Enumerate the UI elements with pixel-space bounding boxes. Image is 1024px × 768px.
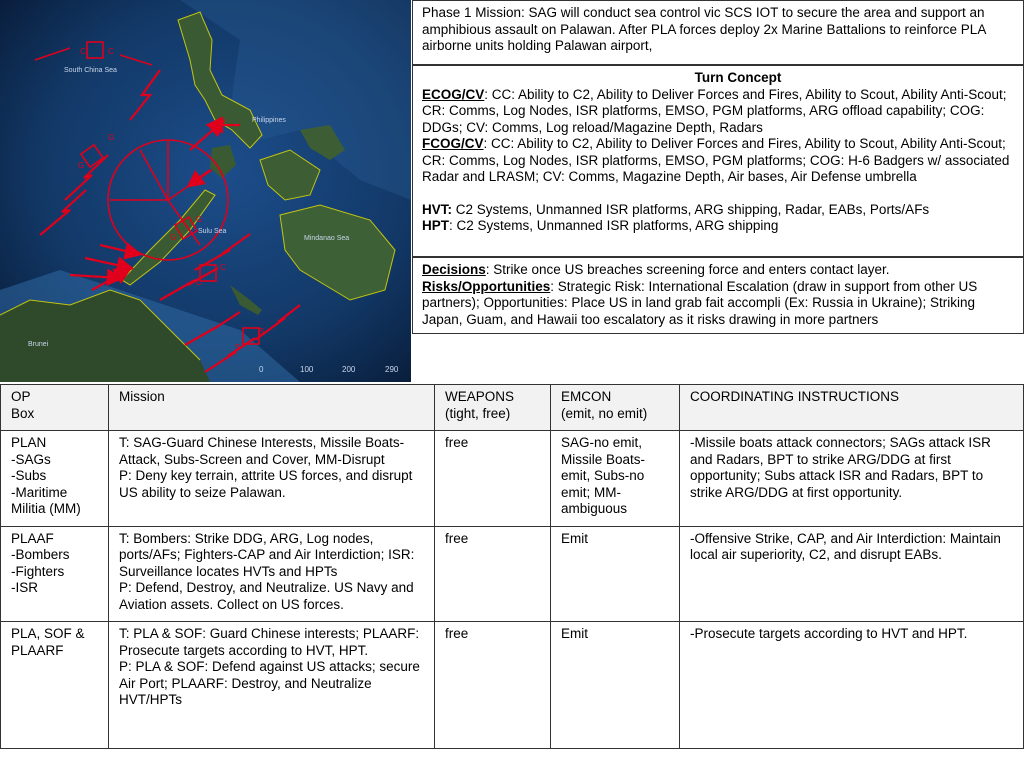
risks-label: Risks/Opportunities [422, 278, 551, 294]
table-header-row [1, 385, 1024, 431]
svg-text:C: C [196, 278, 202, 287]
ecog-text: : CC: Ability to C2, Ability to Deliver Forces and Fires, Ability to Scout, Ability Anti-Scout; CR: Comms, Log Nodes, ISR platforms, EMSO, PGM platforms, ARG offload capability; COG: DDGs; CV: Comms, Log reload/Magazine Depth, Radars [422, 86, 1007, 135]
decisions-label: Decisions [422, 262, 486, 277]
map-graphic [0, 0, 411, 382]
phase-mission-text: Phase 1 Mission: SAG will conduct sea control vic SCS IOT to secure the area and support an amphibious assault on Palawan. After PLA forces deploy 2x Marine Battalions to reinforce PLA airborne units holding Palawan airport, [422, 5, 986, 53]
svg-text:100: 100 [300, 365, 314, 374]
hpt-paragraph [422, 218, 1014, 235]
svg-text:C: C [220, 263, 226, 272]
svg-text:G: G [108, 133, 115, 142]
header-weapons: WEAPONS (tight, free) [435, 385, 551, 431]
svg-text:S: S [259, 327, 265, 336]
decisions-text: : Strike once US breaches screening force and enters contact layer. [485, 262, 890, 277]
hpt-label: HPT [422, 218, 449, 233]
mission-cell: T: SAG-Guard Chinese Interests, Missile Boats- Attack, Subs-Screen and Cover, MM-Disrupt P: Deny key terrain, attrite US forces, and disrupt US ability to seize Palawan. [109, 431, 435, 527]
svg-text:C: C [80, 47, 86, 56]
weapons-cell: free [435, 622, 551, 749]
decisions-paragraph [422, 262, 1014, 279]
fcog-label: FCOG/CV [422, 136, 484, 151]
table-row [1, 431, 1024, 527]
weapons-cell: free [435, 526, 551, 622]
fcog-text: : CC: Ability to C2, Ability to Deliver Forces and Fires, Ability to Scout, Ability Anti-Scout; CR: Comms, Log Nodes, ISR platforms, EMSO, PGM platforms; COG: H-6 Badgers w/ associated Radar and LRASM; CV: Comms, Magazine Depth, Air bases, Air Defense umbrella [422, 136, 1010, 184]
risks-paragraph [422, 279, 1014, 329]
table-row [1, 526, 1024, 622]
coord-cell: -Missile boats attack connectors; SAGs attack ISR and Radars, BPT to strike ARG/DDG at first opportunity; Subs attack ISR and Radars, BPT to strike ARG/DDG at first opportunity. [680, 431, 1024, 527]
south-china-sea-label: South China Sea [64, 67, 117, 74]
turn-concept-title: Turn Concept [694, 70, 782, 85]
header-coordinating-instructions: COORDINATING INSTRUCTIONS [680, 385, 1024, 431]
coord-cell: -Prosecute targets according to HVT and HPT. [680, 622, 1024, 749]
mission-cell: T: PLA & SOF: Guard Chinese interests; PLAARF: Prosecute targets according to HVT, HPT. P: PLA & SOF: Defend against US attacks; secure Air Port; PLAARF: Destroy, and Neutralize HVT/HPTs [109, 622, 435, 749]
mindanao-sea-label: Mindanao Sea [304, 235, 350, 242]
ecog-paragraph [422, 87, 1014, 137]
hvt-label: HVT: [422, 201, 452, 217]
svg-text:G: G [196, 215, 203, 224]
hpt-text: : C2 Systems, Unmanned ISR platforms, ARG shipping [449, 218, 779, 233]
weapons-cell: free [435, 431, 551, 527]
operations-table [0, 384, 1024, 749]
op-cell: PLAAF -Bombers -Fighters -ISR [1, 526, 109, 622]
op-cell: PLAN -SAGs -Subs -Maritime Militia (MM) [1, 431, 109, 527]
brunei-label: Brunei [28, 341, 49, 348]
svg-text:0: 0 [259, 365, 264, 374]
coord-cell: -Offensive Strike, CAP, and Air Interdiction: Maintain local air superiority, C2, and disrupt EABs. [680, 526, 1024, 622]
header-emcon: EMCON (emit, no emit) [551, 385, 680, 431]
decisions-box [412, 257, 1024, 334]
risks-text: : Strategic Risk: International Escalation (draw in support from other US partners); Opportunities: Place US in land grab fait accompli (Ex: Russia in Ukraine); Striking Japan, Guam, and Hawaii too escalatory as it risks drawing in more partners [422, 278, 978, 327]
emcon-cell: Emit [551, 622, 680, 749]
svg-text:G: G [78, 161, 85, 170]
svg-text:200: 200 [342, 365, 356, 374]
svg-text:S: S [235, 343, 241, 352]
emcon-cell: Emit [551, 526, 680, 622]
emcon-cell: SAG-no emit, Missile Boats-emit, Subs-no emit; MM-ambiguous [551, 431, 680, 527]
ecog-label: ECOG/CV [422, 86, 485, 102]
philippines-label: Philippines [252, 117, 286, 124]
header-op-box: OP Box [1, 385, 109, 431]
header-mission: Mission [109, 385, 435, 431]
svg-text:G: G [170, 233, 177, 242]
turn-concept-box [412, 65, 1024, 257]
table-row [1, 622, 1024, 749]
hvt-paragraph [422, 202, 1014, 219]
map-image [0, 0, 411, 382]
svg-text:C: C [108, 47, 114, 56]
fcog-paragraph [422, 136, 1014, 186]
phase-mission-box [412, 0, 1024, 65]
op-cell: PLA, SOF & PLAARF [1, 622, 109, 749]
hvt-text: C2 Systems, Unmanned ISR platforms, ARG shipping, Radar, EABs, Ports/AFs [452, 201, 930, 217]
svg-text:290: 290 [385, 365, 399, 374]
sulu-sea-label: Sulu Sea [198, 228, 227, 235]
mission-cell: T: Bombers: Strike DDG, ARG, Log nodes, ports/AFs; Fighters-CAP and Air Interdiction; ISR: Surveillance locates HVTs and HPTs P: Defend, Destroy, and Neutralize. US Navy and Aviation assets. Collect on US forces. [109, 526, 435, 622]
